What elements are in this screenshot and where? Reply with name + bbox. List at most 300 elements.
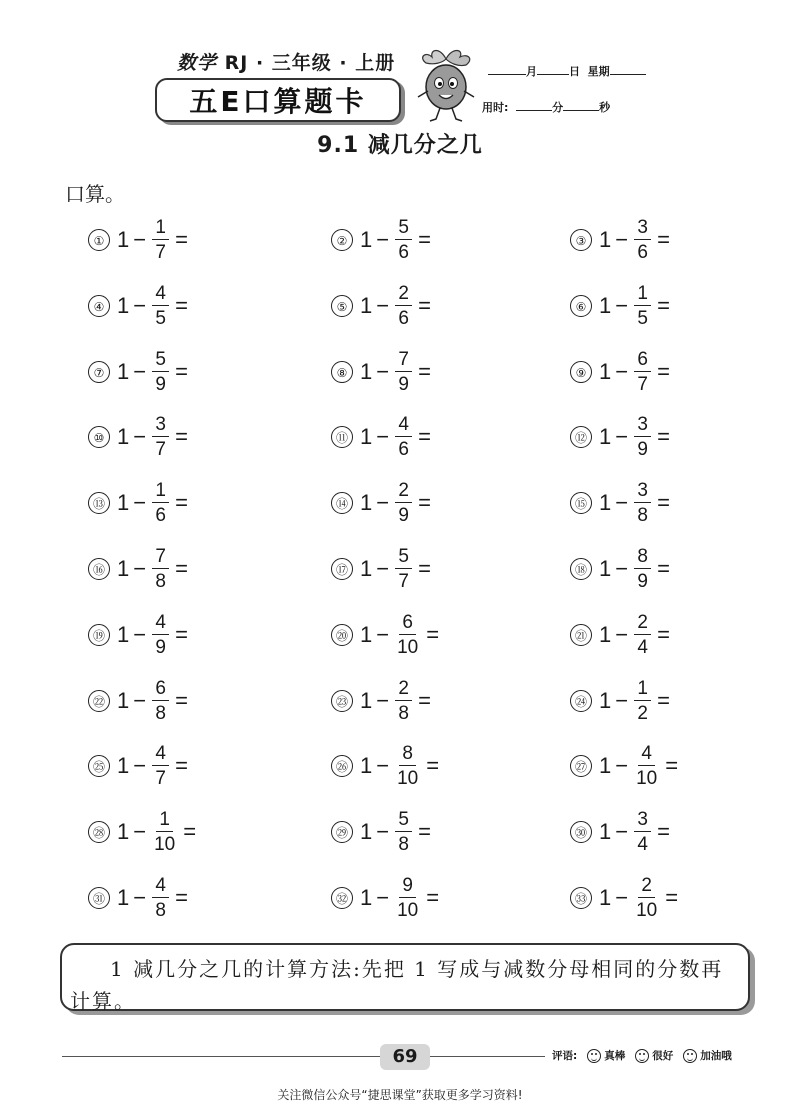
denominator: 6 [398,242,409,263]
minus-sign: − [615,358,629,384]
problem-number: ⑤ [331,295,353,317]
problem-number: ⑳ [331,624,353,646]
fraction [395,613,420,657]
minus-sign: − [376,358,390,384]
equals-sign: = [418,819,431,845]
minus-sign: − [615,424,629,450]
whole-number: 1 [117,753,130,779]
equals-sign: = [426,885,440,910]
problem-item [88,347,188,397]
problem-item [331,347,431,397]
fraction [152,481,169,525]
whole-number: 1 [360,424,373,450]
equals-sign: = [657,490,670,516]
problem-item [331,412,431,462]
numerator: 7 [152,547,169,569]
whole-number: 1 [599,819,612,845]
whole-number: 1 [360,621,373,647]
fraction [152,284,169,328]
problem-item [570,478,670,528]
weekday-blank[interactable] [610,62,646,75]
problem-item [331,544,431,594]
numerator: 3 [634,415,651,437]
tip-text: 1 减几分之几的计算方法:先把 1 写成与减数分母相同的分数再计算。 [70,957,724,1013]
numerator: 2 [634,613,651,635]
minus-sign: − [615,556,629,581]
equals-sign: = [183,819,197,845]
problem-item [331,741,439,791]
whole-number: 1 [360,358,373,384]
denominator: 7 [155,242,166,263]
fraction [634,284,651,328]
equals-sign: = [418,358,431,384]
numerator: 3 [152,415,169,437]
denominator: 4 [637,834,648,856]
seconds-blank[interactable] [563,98,599,111]
denominator: 8 [155,900,166,921]
problem-number: ⑲ [88,624,110,646]
whole-number: 1 [117,358,130,384]
problem-number: ⑬ [88,492,110,514]
denominator: 10 [397,900,419,921]
logo [155,78,401,122]
whole-number: 1 [117,687,130,713]
equals-sign: = [426,753,440,779]
whole-number: 1 [117,424,130,450]
whole-number: 1 [599,358,612,384]
edition-label: RJ · 三年级 · 上册 [224,52,396,74]
equals-sign: = [657,292,670,318]
numerator: 3 [634,810,651,832]
problem-item [570,281,670,331]
time-line [482,98,610,115]
date-line [488,62,646,79]
denominator: 8 [155,702,166,724]
problem-number: ㉖ [331,755,353,777]
problem-number: ③ [570,229,592,251]
fraction [634,876,659,920]
minus-sign: − [615,621,629,647]
minus-sign: − [376,621,390,647]
fraction [152,810,177,854]
whole-number: 1 [599,556,612,581]
problem-number: ㉗ [570,755,592,777]
problem-item [88,610,188,660]
whole-number: 1 [599,885,612,910]
whole-number: 1 [360,227,373,252]
equals-sign: = [657,424,670,450]
fraction [152,744,169,788]
equals-sign: = [418,227,431,252]
whole-number: 1 [599,687,612,713]
brand-block [155,48,405,126]
whole-number: 1 [360,885,373,910]
fraction [634,810,651,854]
denominator: 7 [155,439,166,461]
equals-sign: = [175,753,188,779]
problem-item [570,544,670,594]
denominator: 6 [637,242,648,263]
minus-sign: − [376,687,390,713]
fraction [395,284,412,328]
whole-number: 1 [360,753,373,779]
problem-number: ⑥ [570,295,592,317]
equals-sign: = [418,556,431,581]
page-title: 9.1 减几分之几 [317,133,483,158]
equals-sign: = [175,292,188,318]
fraction [152,218,169,262]
whole-number: 1 [599,424,612,450]
numerator: 3 [634,481,651,503]
equals-sign: = [657,819,670,845]
minus-sign: − [133,687,147,713]
problem-item [88,741,188,791]
denominator: 9 [398,505,409,527]
numerator: 5 [395,218,412,240]
numerator: 4 [638,744,655,766]
whole-number: 1 [117,819,130,845]
denominator: 10 [397,636,419,658]
denominator: 5 [637,307,648,329]
minus-sign: − [376,490,390,516]
fraction [634,350,651,394]
minus-sign: − [376,227,390,252]
problem-number: ㉙ [331,821,353,843]
denominator: 5 [155,307,166,329]
numerator: 8 [399,744,416,766]
whole-number: 1 [117,227,130,252]
denominator: 9 [637,571,648,592]
whole-number: 1 [599,490,612,516]
problem-number: ⑦ [88,361,110,383]
problem-number: ⑪ [331,426,353,448]
fraction [395,744,420,788]
numerator: 4 [152,613,169,635]
numerator: 4 [152,744,169,766]
problem-number: ㉔ [570,690,592,712]
equals-sign: = [175,358,188,384]
problem-number: ① [88,229,110,251]
denominator: 9 [398,373,409,395]
footer-note: 关注微信公众号“捷思课堂”获取更多学习资料! [277,1088,523,1102]
eval-label: 评语: [552,1050,578,1062]
problem-item [88,215,188,265]
fraction [634,744,659,788]
denominator: 8 [155,571,166,592]
fraction [634,679,651,723]
equals-sign: = [175,687,188,713]
numerator: 3 [634,218,651,240]
denominator: 8 [637,505,648,527]
whole-number: 1 [117,292,130,318]
whole-number: 1 [360,490,373,516]
denominator: 9 [155,636,166,658]
numerator: 1 [634,679,651,701]
problem-item [570,215,670,265]
problem-item [88,807,196,857]
denominator: 8 [398,834,409,856]
fraction [152,415,169,459]
minus-sign: − [133,885,147,910]
footer-rule-left [62,1056,380,1057]
minus-sign: − [133,556,147,581]
month-label: 月 [526,65,537,78]
problem-item [570,347,670,397]
denominator: 7 [637,373,648,395]
day-blank[interactable] [537,62,569,75]
problem-item [570,741,678,791]
numerator: 1 [156,810,173,832]
equals-sign: = [175,885,188,910]
evaluation [552,1048,732,1063]
minus-sign: − [133,819,147,845]
problem-item [331,281,431,331]
problem-number: ㉘ [88,821,110,843]
numerator: 1 [152,481,169,503]
numerator: 4 [395,415,412,437]
fraction [634,415,651,459]
numerator: 5 [395,547,412,569]
numerator: 1 [152,218,169,240]
problem-number: ⑰ [331,558,353,580]
fraction [395,350,412,394]
minus-sign: − [133,424,147,450]
problem-number: ⑧ [331,361,353,383]
fraction [152,547,169,591]
numerator: 2 [638,876,655,898]
equals-sign: = [657,687,670,713]
fraction [395,679,412,723]
problem-item [570,873,678,923]
day-label: 日 [569,65,580,78]
numerator: 5 [395,810,412,832]
equals-sign: = [418,292,431,318]
problem-item [88,412,188,462]
problem-item [331,610,439,660]
footer-rule-right [430,1056,545,1057]
minus-sign: − [133,292,147,318]
denominator: 6 [398,439,409,461]
problem-item [88,873,188,923]
problem-number: ㉑ [570,624,592,646]
subject-line [177,48,395,75]
eval-option: 真棒 [604,1050,626,1062]
fraction [395,810,412,854]
minus-sign: − [376,885,390,910]
whole-number: 1 [117,621,130,647]
whole-number: 1 [599,621,612,647]
minus-sign: − [133,490,147,516]
whole-number: 1 [599,292,612,318]
minutes-label: 分 [552,101,564,114]
fraction [634,613,651,657]
denominator: 7 [398,571,409,592]
equals-sign: = [418,687,431,713]
problem-number: ⑩ [88,426,110,448]
smiley-icon [683,1049,697,1063]
problem-number: ㉓ [331,690,353,712]
smiley-icon [635,1049,649,1063]
denominator: 10 [636,768,658,790]
equals-sign: = [175,490,188,516]
seconds-label: 秒 [599,101,611,114]
problem-item [331,807,431,857]
fraction [395,415,412,459]
fraction [395,876,420,920]
whole-number: 1 [117,885,130,910]
fraction [395,547,412,591]
numerator: 6 [399,613,416,635]
subject-label: 数学 [177,52,218,74]
numerator: 4 [152,876,169,898]
numerator: 5 [152,350,169,372]
numerator: 2 [395,284,412,306]
numerator: 2 [395,481,412,503]
problem-number: ㉜ [331,887,353,909]
minus-sign: − [615,490,629,516]
whole-number: 1 [599,753,612,779]
whole-number: 1 [117,490,130,516]
fraction [395,218,412,262]
problem-item [88,281,188,331]
smiley-icon [587,1049,601,1063]
equals-sign: = [175,621,188,647]
equals-sign: = [657,358,670,384]
fraction [634,218,651,262]
problem-number: ㉝ [570,887,592,909]
whole-number: 1 [360,687,373,713]
numerator: 2 [395,679,412,701]
numerator: 4 [152,284,169,306]
denominator: 9 [155,373,166,395]
weekday-label: 星期 [587,65,610,78]
numerator: 7 [395,350,412,372]
fraction [634,481,651,525]
problem-item [570,807,670,857]
minus-sign: − [133,621,147,647]
problem-item [88,676,188,726]
problem-number: ⑨ [570,361,592,383]
denominator: 10 [636,900,658,921]
eval-option: 加油哦 [700,1050,732,1062]
minus-sign: − [376,292,390,318]
problem-number: ㉚ [570,821,592,843]
denominator: 9 [637,439,648,461]
fraction [634,547,651,591]
instruction: 口算。 [65,182,125,206]
numerator: 6 [634,350,651,372]
time-label: 用时: [482,101,509,114]
radish-mascot-icon [412,45,480,125]
minus-sign: − [133,227,147,252]
problem-number: ⑱ [570,558,592,580]
minus-sign: − [615,819,629,845]
problem-number: ㉕ [88,755,110,777]
equals-sign: = [426,621,440,647]
denominator: 7 [155,768,166,790]
minus-sign: − [615,292,629,318]
minus-sign: − [376,556,390,581]
tip-box [60,943,750,1011]
minutes-blank[interactable] [516,98,552,111]
problem-number: ⑭ [331,492,353,514]
numerator: 8 [634,547,651,569]
equals-sign: = [657,621,670,647]
fraction [395,481,412,525]
minus-sign: − [615,753,629,779]
minus-sign: − [615,687,629,713]
problem-item [331,478,431,528]
whole-number: 1 [360,292,373,318]
problem-item [570,676,670,726]
equals-sign: = [665,753,679,779]
minus-sign: − [376,424,390,450]
denominator: 6 [398,307,409,329]
equals-sign: = [175,424,188,450]
minus-sign: − [615,227,629,252]
problem-number: ⑯ [88,558,110,580]
numerator: 9 [399,876,416,898]
problem-number: ④ [88,295,110,317]
problem-number: ㉛ [88,887,110,909]
problem-item [88,544,188,594]
whole-number: 1 [360,556,373,581]
whole-number: 1 [117,556,130,581]
fraction [152,679,169,723]
minus-sign: − [615,885,629,910]
problem-item [570,610,670,660]
whole-number: 1 [360,819,373,845]
month-blank[interactable] [488,62,526,75]
minus-sign: − [376,753,390,779]
problem-item [88,478,188,528]
page-number: 69 [380,1044,430,1070]
whole-number: 1 [599,227,612,252]
problem-item [570,412,670,462]
minus-sign: − [376,819,390,845]
eval-option: 很好 [652,1050,674,1062]
equals-sign: = [418,490,431,516]
equals-sign: = [657,227,670,252]
equals-sign: = [418,424,431,450]
problem-number: ⑮ [570,492,592,514]
numerator: 6 [152,679,169,701]
fraction [152,350,169,394]
minus-sign: − [133,358,147,384]
fraction [152,613,169,657]
fraction [152,876,169,920]
denominator: 6 [155,505,166,527]
numerator: 1 [634,284,651,306]
problem-item [331,676,431,726]
denominator: 2 [637,702,648,724]
denominator: 10 [154,834,176,856]
problem-number: ㉒ [88,690,110,712]
logo-text: 五E口算题卡 [189,85,367,118]
equals-sign: = [665,885,679,910]
equals-sign: = [175,556,188,581]
denominator: 4 [637,636,648,658]
denominator: 8 [398,702,409,724]
problem-item [331,215,431,265]
problem-item [331,873,439,923]
equals-sign: = [175,227,188,252]
problem-number: ② [331,229,353,251]
minus-sign: − [133,753,147,779]
problem-number: ⑫ [570,426,592,448]
equals-sign: = [657,556,670,581]
denominator: 10 [397,768,419,790]
